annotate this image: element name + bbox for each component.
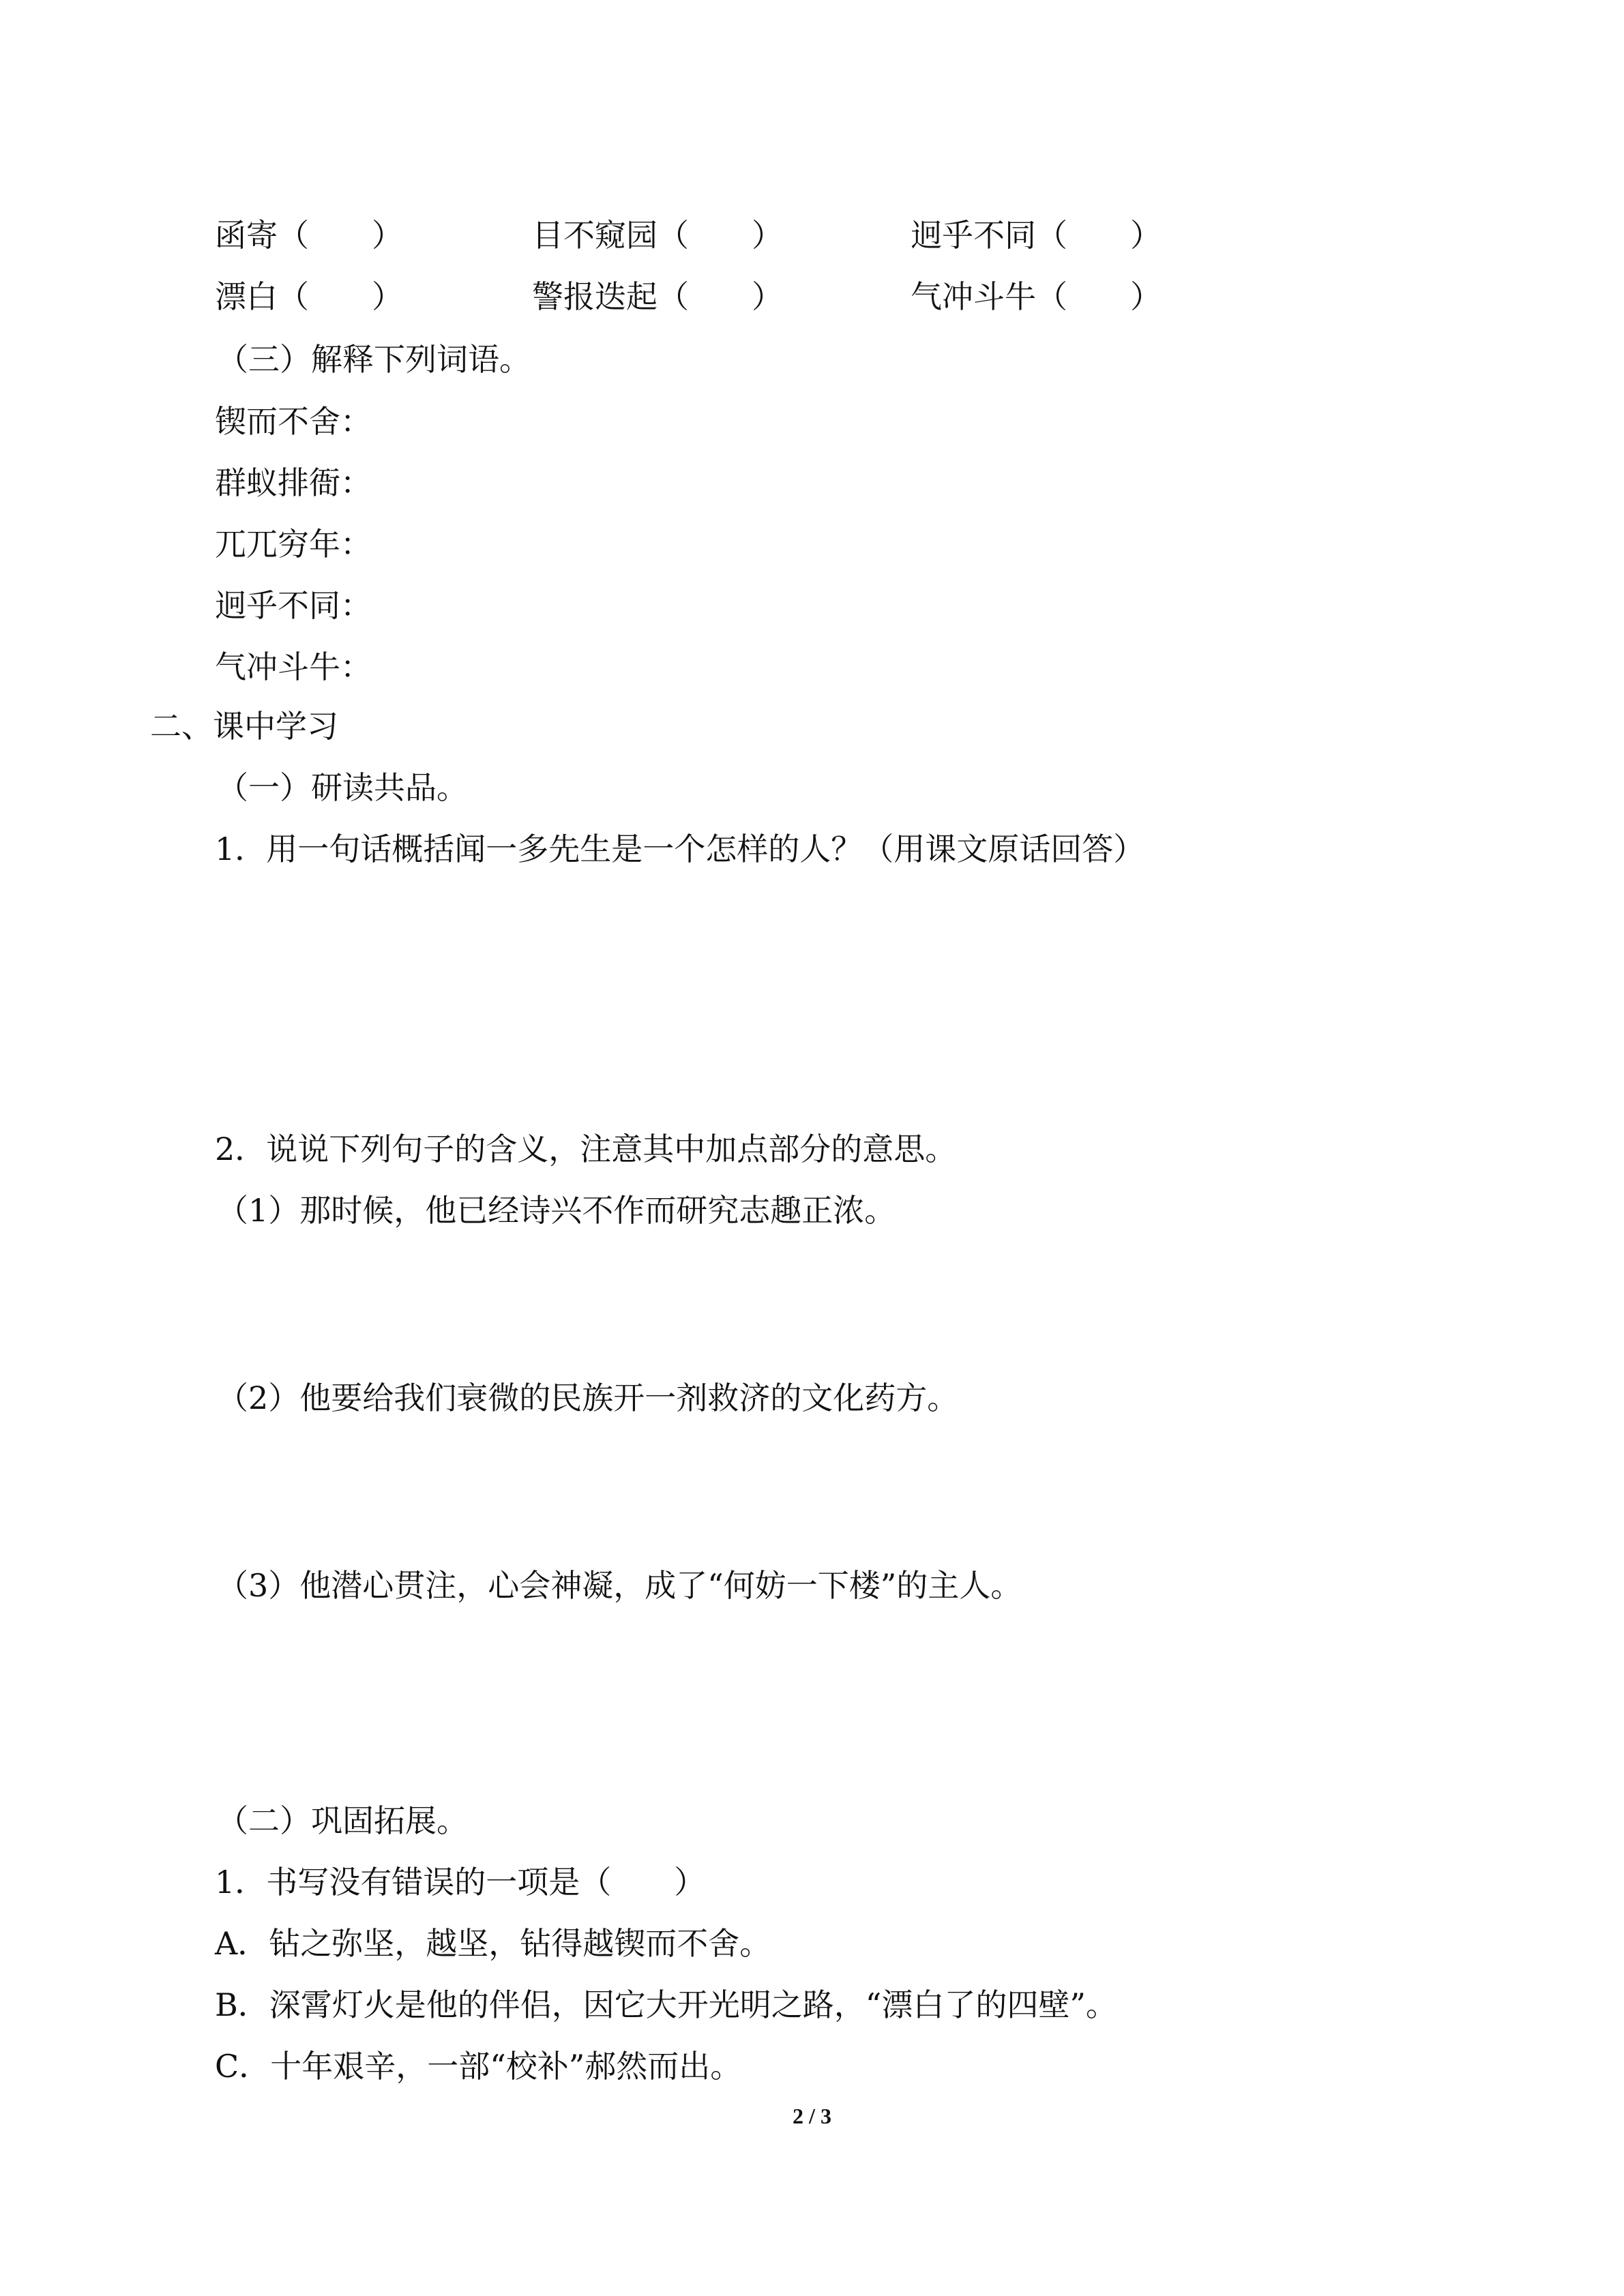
vocab-item: 警报迭起（ ）	[532, 278, 783, 315]
question: 1．书写没有错误的一项是（ ）	[215, 1864, 706, 1900]
answer-option: A．钻之弥坚，越坚，钻得越锲而不舍。	[215, 1925, 771, 1962]
explain-term: 锲而不舍：	[215, 403, 372, 440]
question: 2．说说下列句子的含义，注意其中加点部分的意思。	[215, 1131, 957, 1167]
answer-option: B．深霄灯火是他的伴侣，因它大开光明之路，“漂白了的四壁”。	[215, 1986, 1117, 2023]
sub-question: （1）那时候，他已经诗兴不作而研究志趣正浓。	[217, 1192, 896, 1229]
section-heading: （三）解释下列词语。	[217, 341, 531, 378]
explain-term: 迥乎不同：	[215, 587, 372, 624]
answer-option: C．十年艰辛，一部“校补”郝然而出。	[215, 2048, 742, 2085]
part-heading: 二、课中学习	[150, 708, 338, 745]
sub-question: （3）他潜心贯注，心会神凝，成了“何妨一下楼”的主人。	[217, 1567, 1022, 1604]
vocab-item: 漂白（ ）	[215, 278, 403, 315]
question: 1．用一句话概括闻一多先生是一个怎样的人？（用课文原话回答）	[215, 831, 1145, 867]
section-heading: （二）巩固拓展。	[217, 1802, 468, 1839]
vocab-item: 目不窥园（ ）	[532, 217, 783, 254]
vocab-item: 函寄（ ）	[215, 217, 403, 254]
sub-question: （2）他要给我们衰微的民族开一剂救济的文化药方。	[217, 1380, 959, 1416]
page-number: 2 / 3	[793, 2104, 831, 2128]
vocab-item: 气冲斗牛（ ）	[911, 278, 1162, 315]
vocab-item: 迥乎不同（ ）	[911, 217, 1162, 254]
explain-term: 兀兀穷年：	[215, 526, 372, 563]
explain-term: 气冲斗牛：	[215, 648, 372, 685]
explain-term: 群蚁排衙：	[215, 464, 372, 501]
section-heading: （一）研读共品。	[217, 769, 468, 806]
